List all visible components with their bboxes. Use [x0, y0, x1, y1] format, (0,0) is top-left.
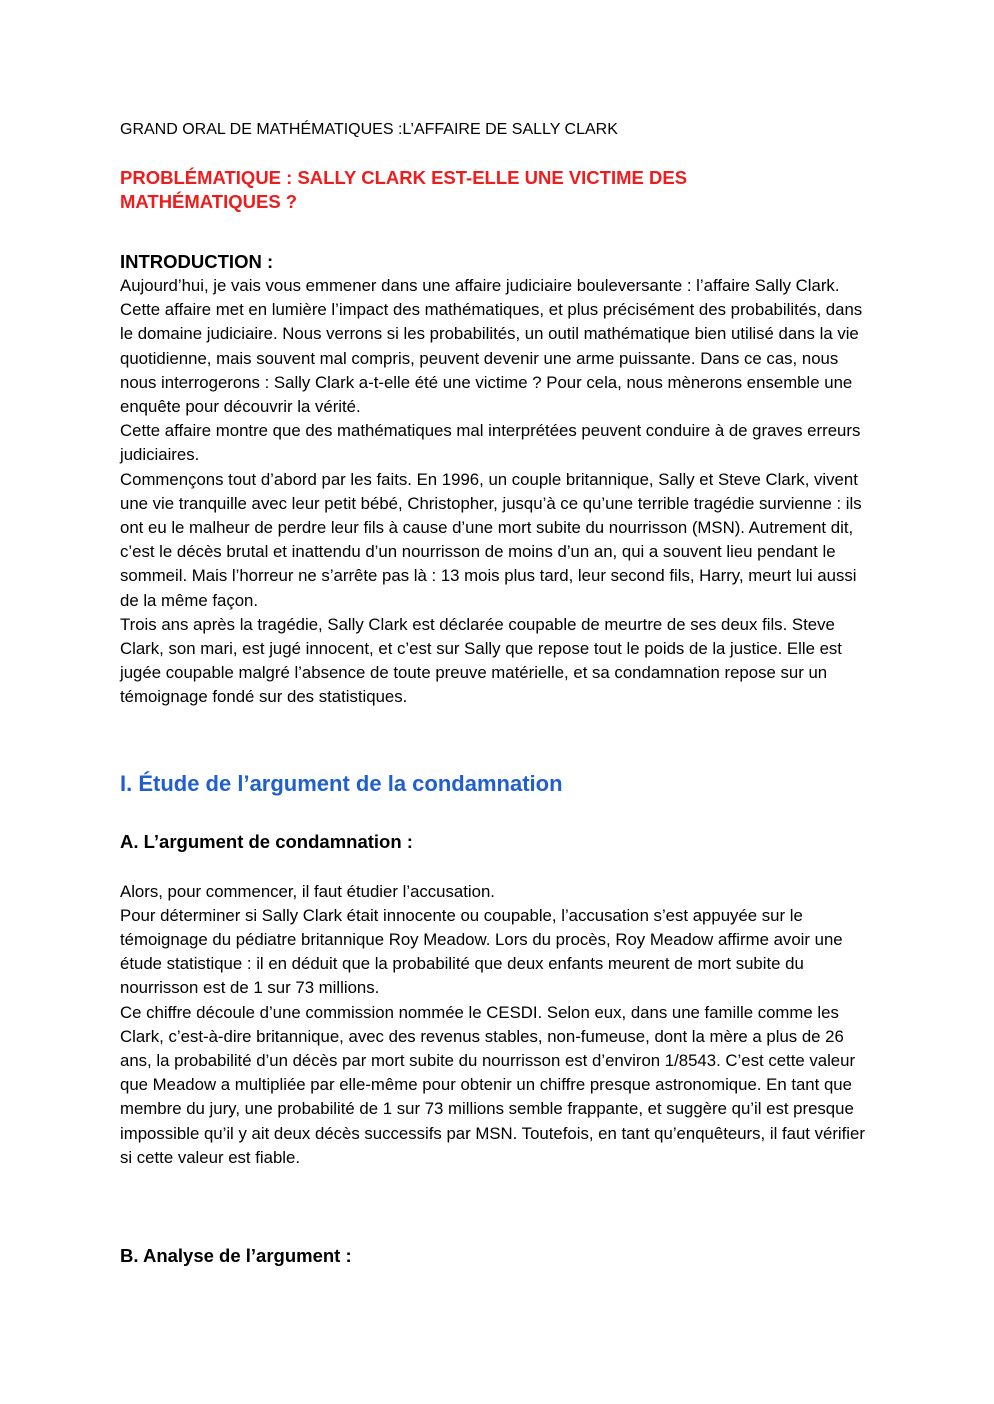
subsection-a-heading: A. L’argument de condamnation :	[120, 830, 413, 852]
document-page	[120, 118, 872, 1268]
subsection-a-body	[120, 880, 872, 1170]
introduction-paragraph: Trois ans après la tragédie, Sally Clark est déclarée coupable de meurtre de ses deux fils. Steve Clark, son mari, est jugé innocent, et c’est sur Sally que repose tout le poids de la justice. Elle est jugée coupable malgré l’absence de toute preuve matérielle, et sa condamnation repose sur un témoignage fondé sur des statistiques.	[120, 614, 842, 707]
introduction-paragraph: Commençons tout d’abord par les faits. En 1996, un couple britannique, Sally et Steve Clark, vivent une vie tranquille avec leur petit bébé, Christopher, jusqu’à ce qu’une terrible tragédie survienne : ils ont eu le malheur de perdre leur fils à cause d’une mort subite du nourrisson (MSN). Autrement dit, c’est le décès brutal et inattendu d’un nourrisson de moins d’un an, qui a souvent lieu pendant le sommeil. Mais l’horreur ne s’arrête pas là : 13 mois plus tard, leur second fils, Harry, meurt lui aussi de la même façon.	[120, 469, 862, 610]
subsection-a-paragraph: Ce chiffre découle d’une commission nommée le CESDI. Selon eux, dans une famille comme les Clark, c’est-à-dire britannique, avec des revenus stables, non-fumeuse, dont la mère a plus de 26 ans, la probabilité d’un décès par mort subite du nourrisson est d’environ 1/8543. C’est cette valeur que Meadow a multipliée par elle-même pour obtenir un chiffre presque astronomique. En tant que membre du jury, une probabilité de 1 sur 73 millions semble frappante, et suggère qu’il est presque impossible qu’il y ait deux décès successifs par MSN. Toutefois, en tant qu’enquêteurs, il faut vérifier si cette valeur est fiable.	[120, 1002, 865, 1167]
subsection-b-heading: B. Analyse de l’argument :	[120, 1245, 352, 1267]
subsection-a-paragraph: Alors, pour commencer, il faut étudier l’accusation.	[120, 881, 495, 901]
problematique-heading: PROBLÉMATIQUE : SALLY CLARK EST-ELLE UNE VICTIME DES MATHÉMATIQUES ?	[120, 167, 688, 212]
document-title: GRAND ORAL DE MATHÉMATIQUES :L’AFFAIRE DE SALLY CLARK	[120, 121, 618, 138]
introduction-heading: INTRODUCTION :	[120, 251, 274, 272]
introduction-paragraph: Cette affaire montre que des mathématiques mal interprétées peuvent conduire à de graves erreurs judiciaires.	[120, 421, 861, 465]
section-1-heading: I. Étude de l’argument de la condamnation	[120, 770, 563, 796]
introduction-paragraph: Aujourd’hui, je vais vous emmener dans une affaire judiciaire bouleversante : l’affaire Sally Clark. Cette affaire met en lumière l’impact des mathématiques, et plus précisément des probabilités, dans le domaine judiciaire. Nous verrons si les probabilités, un outil mathématique bien utilisé dans la vie quotidienne, mais souvent mal compris, peuvent devenir une arme puissante. Dans ce cas, nous nous interrogerons : Sally Clark a-t-elle été une victime ? Pour cela, nous mènerons ensemble une enquête pour découvrir la vérité.	[120, 276, 863, 417]
introduction-body	[120, 274, 872, 710]
subsection-a-paragraph: Pour déterminer si Sally Clark était innocente ou coupable, l’accusation s’est appuyée sur le témoignage du pédiatre britannique Roy Meadow. Lors du procès, Roy Meadow affirme avoir une étude statistique : il en déduit que la probabilité que deux enfants meurent de mort subite du nourrisson est de 1 sur 73 millions.	[120, 905, 843, 998]
